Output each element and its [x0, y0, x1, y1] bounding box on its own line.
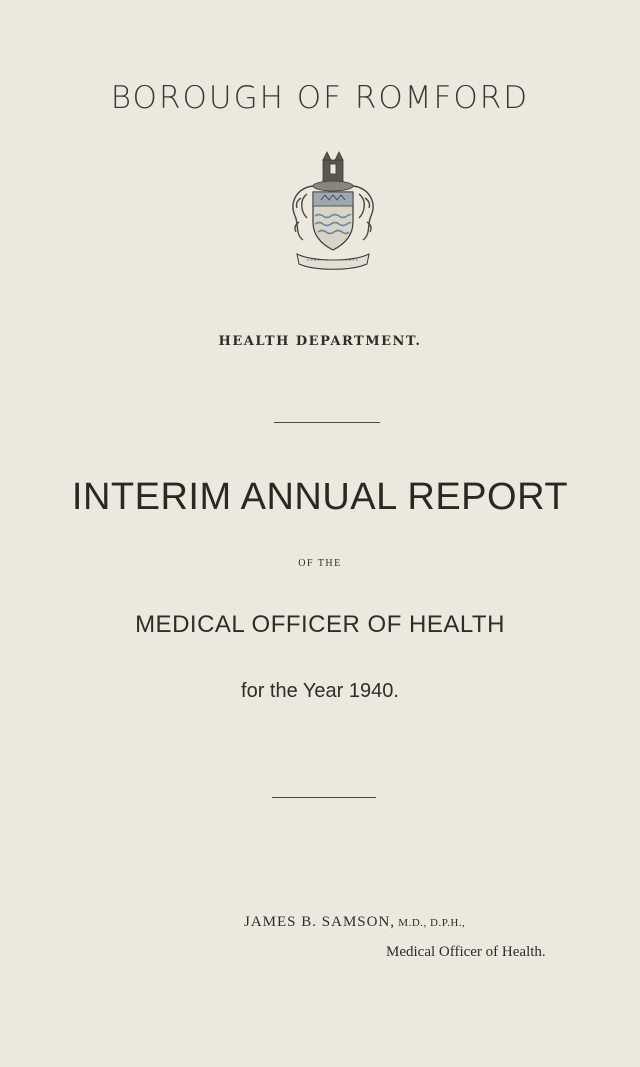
of-the-label: OF THE [298, 558, 342, 569]
coat-of-arms-icon [283, 150, 383, 272]
report-title: INTERIM ANNUAL REPORT [71, 476, 569, 518]
year-line: for the Year 1940. [241, 680, 399, 702]
signatory-name: JAMES B. SAMSON, [244, 914, 396, 930]
signatory-line [244, 914, 465, 931]
department-heading: HEALTH DEPARTMENT. [218, 334, 422, 349]
divider-rule [274, 422, 380, 423]
divider-rule [272, 797, 376, 798]
signatory-degrees: M.D., D.P.H., [395, 917, 466, 929]
signatory-role: Medical Officer of Health. [386, 944, 546, 960]
borough-title: BOROUGH OF ROMFORD [110, 80, 530, 116]
officer-title: MEDICAL OFFICER OF HEALTH [135, 611, 505, 638]
